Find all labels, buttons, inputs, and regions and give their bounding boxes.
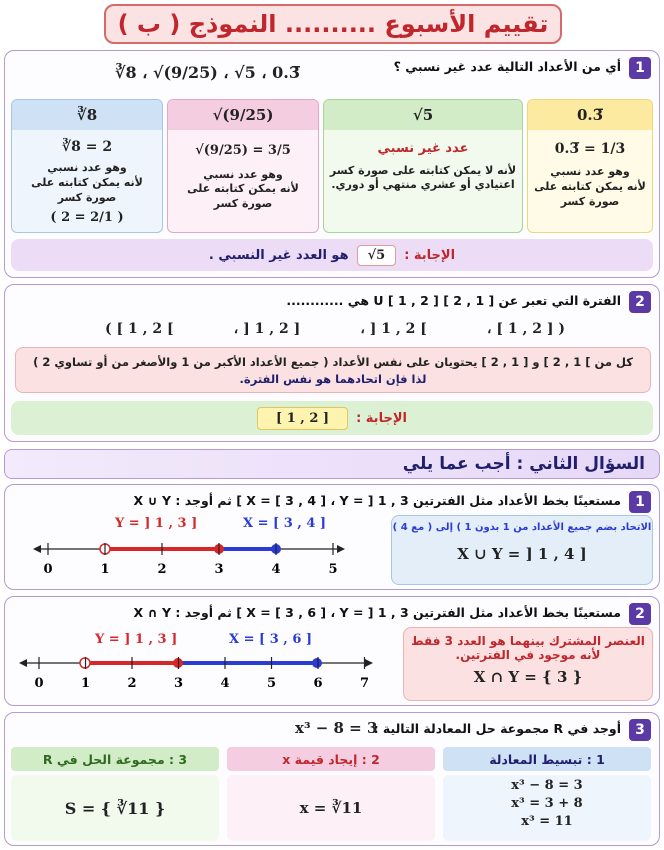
part-question: مستعينًا بخط الأعداد مثل الفترتين X = [ 3 , 4 ] ، Y = ] 1 , 3 ] ثم أوجد : X ∪ Y — [133, 493, 621, 508]
number-line-union — [27, 513, 347, 589]
option-line: وهو عدد نسبي — [47, 160, 127, 174]
union-result: X ∪ Y = ] 1 , 4 ] — [457, 545, 587, 563]
question-text: أي من الأعداد التالية عدد غير نسبي ؟ — [393, 59, 621, 74]
tick-label: 0 — [43, 562, 53, 577]
tick-label: 3 — [214, 562, 224, 577]
answer-text: هو العدد غير النسبي . — [208, 247, 349, 263]
intersection-result: X ∩ Y = { 3 } — [473, 668, 583, 686]
axis-arrow-right — [365, 659, 373, 667]
question-1-card — [4, 50, 660, 278]
option-header: ∛8 — [12, 100, 162, 130]
question-number-badge: 1 — [629, 57, 651, 79]
part-number-badge: 2 — [629, 603, 651, 625]
step-1-work — [443, 775, 651, 841]
options-row — [105, 321, 565, 337]
option-header: √(9/25) — [168, 100, 318, 130]
x-interval-label: X = [ 3 , 4 ] — [243, 516, 327, 531]
tick-label: 4 — [220, 676, 230, 691]
part-question: أوجد في R مجموعة حل المعادلة التالية : — [373, 721, 621, 736]
axis-arrow-left — [19, 659, 27, 667]
number-line-intersection — [15, 627, 375, 705]
option-line: لأنه يمكن كتابته على — [534, 179, 646, 193]
answer-bar — [11, 239, 653, 271]
union-note: الاتحاد بضم جميع الأعداد من 1 بدون 1 ) إلى ( مع 4 ) — [392, 522, 652, 533]
step-2-work: x = ∛11 — [227, 775, 435, 841]
closed-point-6 — [312, 658, 322, 668]
page-title: تقييم الأسبوع .......... النموذج ( ب ) — [104, 4, 562, 44]
question-2-card — [4, 284, 660, 442]
y-interval-label: Y = ] 1 , 3 ] — [115, 516, 198, 531]
option[interactable]: ، [ 1 , 2 ] ) — [486, 321, 565, 337]
option-body — [168, 130, 318, 216]
tick-label: 1 — [100, 562, 110, 577]
answer-value: √5 — [357, 245, 397, 266]
option-line: لأنه يمكن كتابته على صورة كسر — [31, 175, 143, 204]
tick-label: 5 — [328, 562, 338, 577]
intersection-note: لأنه موجود في الفترتين. — [455, 648, 601, 662]
option-line: وهو عدد نسبي — [203, 167, 283, 181]
step-1-line: x³ = 3 + 8 — [511, 796, 583, 812]
option-formula: ( 2 = 2/1 ) — [50, 210, 124, 226]
axis-arrow-left — [33, 545, 41, 553]
question-text: الفترة التي تعبر عن [ 1 , 2 ] U [ 1 , 2 ] هي ............ — [286, 293, 621, 308]
tick-label: 3 — [173, 676, 184, 691]
option-title: عدد غير نسبي — [377, 141, 469, 156]
tick-label: 2 — [157, 562, 167, 577]
option[interactable]: ( [ 1 , 2 [ — [105, 321, 174, 337]
intersection-note: العنصر المشترك بينهما هو العدد 3 فقط — [411, 634, 645, 648]
options-line: ∛8 ، √(9/25) ، √5 ، 0.3̅ — [115, 63, 300, 82]
tick-label: 2 — [127, 676, 137, 691]
step-1-line: x³ = 11 — [521, 814, 573, 830]
tick-label: 6 — [313, 676, 323, 691]
explanation-line: كل من ] 1 , 2 ] و [ 1 , 2 ] يحتويان على نفس الأعداد ( جميع الأعداد الأكبر من 1 والأصغر من أو تساوي 2 ) — [33, 355, 633, 369]
part-2-card — [4, 596, 660, 706]
intersection-note-box — [403, 627, 653, 701]
option-body — [324, 130, 522, 197]
step-3-label: 3 : مجموعة الحل في R — [11, 747, 219, 771]
tick-label: 0 — [34, 676, 44, 691]
option-line: صورة كسر — [560, 194, 620, 208]
option-box-cbrt8 — [11, 99, 163, 233]
part-3-card — [4, 712, 660, 846]
tick-label: 4 — [271, 562, 281, 577]
option-box-sqrt5 — [323, 99, 523, 233]
option-box-0-3 — [527, 99, 653, 233]
option-line: وهو عدد نسبي — [550, 164, 630, 178]
tick-label: 1 — [80, 676, 91, 691]
part-number-badge: 1 — [629, 491, 651, 513]
option-formula: ∛8 = 2 — [61, 139, 113, 155]
answer-label: الإجابة : — [404, 247, 456, 263]
option-line: لأنه يمكن كتابته على صورة كسر — [187, 182, 299, 211]
section-2-header: السؤال الثاني : أجب عما يلي — [4, 449, 660, 479]
y-interval-label: Y = ] 1 , 3 ] — [95, 632, 178, 647]
option-body — [528, 130, 652, 213]
equation: x³ − 8 = 3 — [295, 719, 378, 737]
part-number-badge: 3 — [629, 719, 651, 741]
option-line: لأنه لا يمكن كتابته على صورة كسر — [329, 163, 517, 177]
part-question: مستعينًا بخط الأعداد مثل الفترتين X = [ 3 , 6 ] ، Y = ] 1 , 3 ] ثم أوجد : X ∩ Y — [133, 605, 621, 620]
answer-bar — [11, 401, 653, 435]
option-header: √5 — [324, 100, 522, 130]
step-1-label: 1 : تبسيط المعادلة — [443, 747, 651, 771]
x-interval-label: X = [ 3 , 6 ] — [229, 632, 313, 647]
part-1-card — [4, 484, 660, 590]
tick-label: 5 — [266, 676, 277, 691]
option[interactable]: ، ] 1 , 2 ] — [233, 321, 301, 337]
answer-label: الإجابة : — [356, 410, 407, 426]
option[interactable]: ، ] 1 , 2 [ — [360, 321, 427, 337]
option-formula: √(9/25) = 3/5 — [195, 143, 291, 158]
step-2-label: 2 : إيجاد قيمة x — [227, 747, 435, 771]
union-note-box — [391, 515, 653, 585]
answer-value: [ 1 , 2 ] — [257, 407, 348, 430]
axis-arrow-right — [337, 545, 345, 553]
option-header: 0.3̅ — [528, 100, 652, 130]
option-body — [12, 130, 162, 231]
explanation-line: لذا فإن اتحادهما هو نفس الفترة. — [239, 372, 427, 387]
step-3-work: S = { ∛11 } — [11, 775, 219, 841]
option-formula: 0.3̅ = 1/3 — [554, 141, 626, 157]
option-box-sqrt-9-25 — [167, 99, 319, 233]
option-line: اعتيادي أو عشري منتهي أو دوري. — [331, 178, 515, 192]
explanation-box — [15, 347, 651, 393]
question-number-badge: 2 — [629, 291, 651, 313]
tick-label: 7 — [359, 676, 370, 691]
step-1-line: x³ − 8 = 3 — [511, 778, 583, 793]
